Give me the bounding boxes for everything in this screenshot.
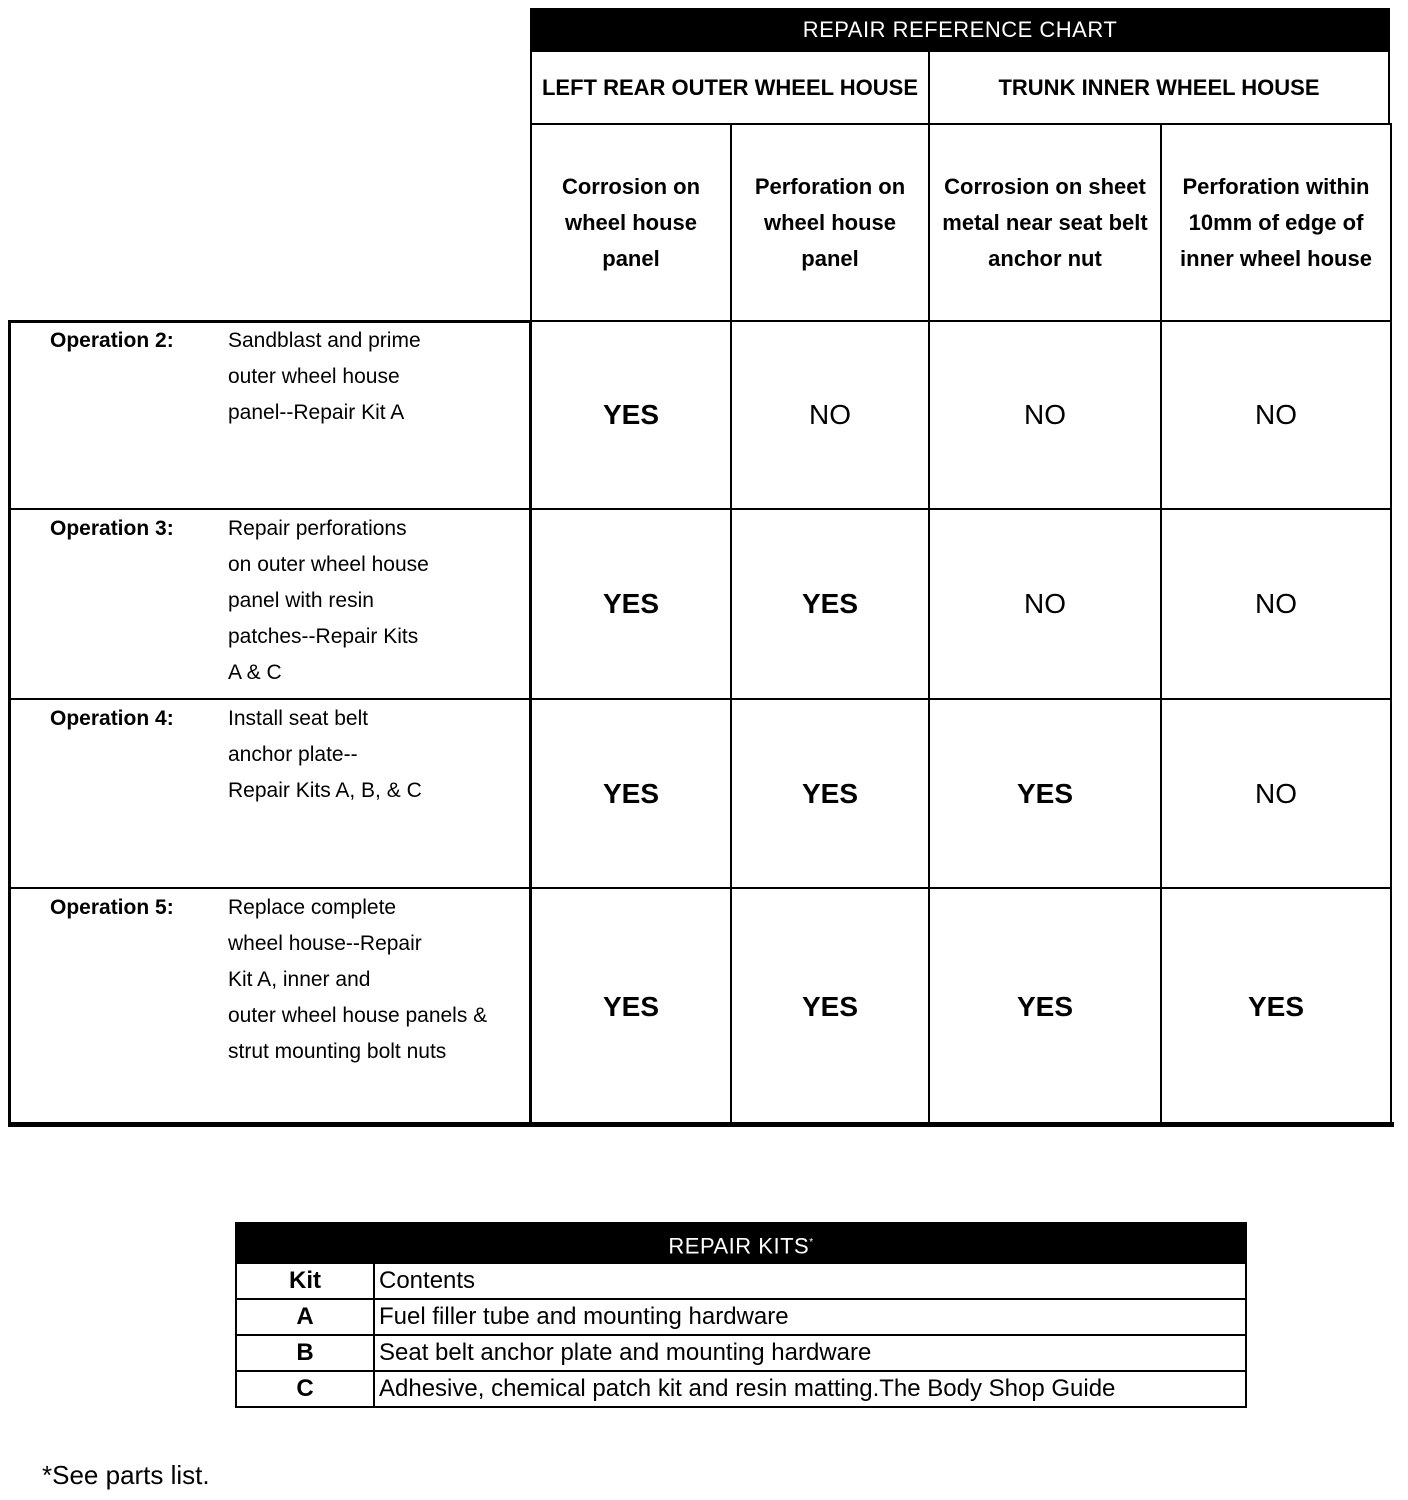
kit-contents: Seat belt anchor plate and mounting hardware <box>374 1335 1246 1371</box>
kits-title <box>235 1222 1247 1264</box>
condition-header: Perforation on wheel house panel <box>730 123 930 322</box>
value-cell: YES <box>1160 887 1392 1127</box>
bottom-border <box>8 1122 1394 1127</box>
condition-header: Corrosion on wheel house panel <box>530 123 732 322</box>
value-cell: NO <box>1160 508 1392 700</box>
condition-header: Perforation within 10mm of edge of inner wheel house <box>1160 123 1392 322</box>
value-cell: NO <box>928 508 1162 700</box>
value-cell: YES <box>530 887 732 1127</box>
value-cell: YES <box>730 698 930 889</box>
value-cell: YES <box>730 508 930 700</box>
operation-label: Operation 3: <box>50 517 174 540</box>
kit-id: B <box>236 1335 374 1371</box>
value-cell: YES <box>928 698 1162 889</box>
operation-description: Repair perforations on outer wheel house panel with resin patches--Repair Kits A & C <box>228 517 429 684</box>
chart-title: REPAIR REFERENCE CHART <box>530 8 1390 52</box>
group-header: TRUNK INNER WHEEL HOUSE <box>928 50 1390 125</box>
table-row <box>236 1335 1246 1371</box>
footnote: *See parts list. <box>42 1460 210 1490</box>
value-cell: YES <box>530 508 732 700</box>
value-cell: YES <box>530 320 732 510</box>
kit-header: Kit <box>236 1263 374 1299</box>
kit-id: C <box>236 1371 374 1407</box>
value-cell: NO <box>928 320 1162 510</box>
value-cell: NO <box>730 320 930 510</box>
condition-header: Corrosion on sheet metal near seat belt anchor nut <box>928 123 1162 322</box>
kit-contents: Adhesive, chemical patch kit and resin matting.The Body Shop Guide <box>374 1371 1246 1407</box>
operation-description: Sandblast and prime outer wheel house panel--Repair Kit A <box>228 329 421 424</box>
kits-title-mark: * <box>809 1237 814 1248</box>
value-cell: YES <box>928 887 1162 1127</box>
operation-label: Operation 5: <box>50 896 174 919</box>
kits-table <box>235 1262 1247 1408</box>
value-cell: YES <box>730 887 930 1127</box>
operation-description: Replace complete wheel house--Repair Kit A, inner and outer wheel house panels & strut mounting bolt nuts <box>228 896 488 1063</box>
kit-contents: Fuel filler tube and mounting hardware <box>374 1299 1246 1335</box>
table-row <box>236 1263 1246 1299</box>
contents-header: Contents <box>374 1263 1246 1299</box>
operation-label: Operation 4: <box>50 707 174 730</box>
kit-id: A <box>236 1299 374 1335</box>
value-cell: NO <box>1160 320 1392 510</box>
table-row <box>236 1299 1246 1335</box>
operation-description: Install seat belt anchor plate-- Repair Kits A, B, & C <box>228 707 422 802</box>
group-header: LEFT REAR OUTER WHEEL HOUSE <box>530 50 930 125</box>
value-cell: NO <box>1160 698 1392 889</box>
kits-title-text: REPAIR KITS <box>668 1233 810 1259</box>
value-cell: YES <box>530 698 732 889</box>
operation-label: Operation 2: <box>50 329 174 352</box>
table-row <box>236 1371 1246 1407</box>
